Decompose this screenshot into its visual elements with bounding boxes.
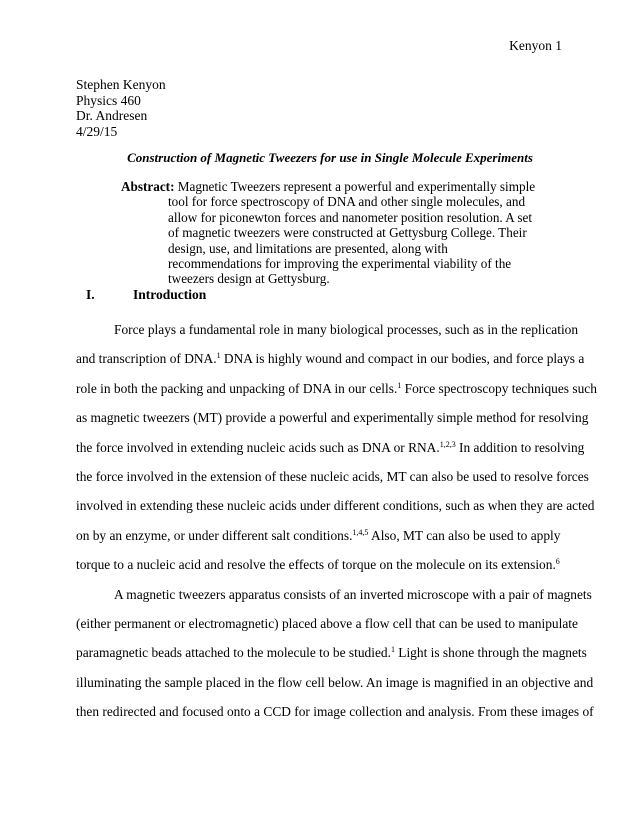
text-run: as magnetic tweezers (MT) provide a powerful and experimentally simple method for resolving [76, 410, 589, 426]
citation-superscript: 1 [216, 351, 221, 361]
abstract-line: of magnetic tweezers were constructed at Gettysburg College. Their [168, 225, 527, 241]
text-run: role in both the packing and unpacking of DNA in our cells. [76, 380, 398, 396]
text-run: torque to a nucleic acid and resolve the effects of torque on the molecule on its extension. [76, 557, 556, 573]
author-name: Stephen Kenyon [76, 77, 166, 92]
body-line [76, 381, 597, 397]
text-run: In addition to resolving [455, 439, 585, 455]
date: 4/29/15 [76, 123, 118, 139]
text-run: and transcription of DNA. [76, 351, 217, 367]
text-run: Also, MT can also be used to apply [368, 527, 561, 543]
citation-superscript: 1,2,3 [439, 439, 456, 449]
body-line [76, 528, 560, 544]
body-line [114, 322, 578, 338]
abstract [121, 179, 536, 287]
body-line [76, 616, 578, 632]
text-run: (either permanent or electromagnetic) placed above a flow cell that can be used to manipulate [76, 616, 578, 631]
body-line [76, 440, 584, 456]
course-name: Physics 460 [76, 92, 141, 108]
text-run: Light is shone through the magnets [394, 645, 587, 661]
text-run: then redirected and focused onto a CCD for image collection and analysis. From these images of [76, 704, 594, 720]
section-title: Introduction [133, 287, 207, 302]
author-block [76, 77, 166, 139]
citation-superscript: 1 [390, 645, 395, 655]
abstract-line: tool for force spectroscopy of DNA and other single molecules, and [168, 194, 526, 210]
abstract-line: design, use, and limitations are presented, along with [168, 240, 448, 256]
abstract-label: Abstract: [121, 179, 175, 194]
citation-superscript: 1 [397, 380, 402, 390]
abstract-line: recommendations for improving the experimental viability of the [168, 256, 512, 272]
section-heading [86, 287, 206, 303]
citation-superscript: 6 [555, 557, 560, 567]
body-line [76, 469, 589, 485]
section-number: I. [86, 287, 95, 302]
text-run: the force involved in the extension of these nucleic acids, MT can also be used to resolve forces [76, 469, 589, 484]
running-header: Kenyon 1 [509, 38, 562, 53]
text-run: on by an enzyme, or under different salt conditions. [76, 527, 353, 543]
text-run: paramagnetic beads attached to the molecule to be studied. [76, 645, 391, 661]
body-line [114, 587, 592, 603]
body-line [76, 675, 593, 691]
body-line [76, 704, 594, 720]
abstract-line: Abstract: Magnetic Tweezers represent a powerful and experimentally simple [121, 179, 536, 194]
abstract-line: allow for piconewton forces and nanometer position resolution. A set [168, 209, 533, 225]
body-line [76, 351, 584, 367]
text-run: Force spectroscopy techniques such [401, 380, 597, 396]
text-run: the force involved in extending nucleic acids such as DNA or RNA. [76, 439, 440, 455]
text-run: DNA is highly wound and compact in our bodies, and force plays a [220, 351, 585, 367]
body-line [76, 645, 587, 661]
body-line [76, 498, 594, 514]
text-run: illuminating the sample placed in the flow cell below. An image is magnified in an objective and [76, 674, 594, 690]
text-run: involved in extending these nucleic acids under different conditions, such as when they are acted [76, 498, 595, 514]
abstract-line: tweezers design at Gettysburg. [168, 271, 330, 287]
instructor-name: Dr. Andresen [76, 108, 148, 123]
citation-superscript: 1,4,5 [352, 527, 369, 537]
text-run: Force plays a fundamental role in many biological processes, such as in the replication [114, 322, 579, 337]
text-run: A magnetic tweezers apparatus consists of an inverted microscope with a pair of magnets [114, 586, 592, 602]
body-line [76, 557, 560, 573]
body-line [76, 410, 588, 426]
paper-title: Construction of Magnetic Tweezers for use in Single Molecule Experiments [127, 150, 533, 165]
